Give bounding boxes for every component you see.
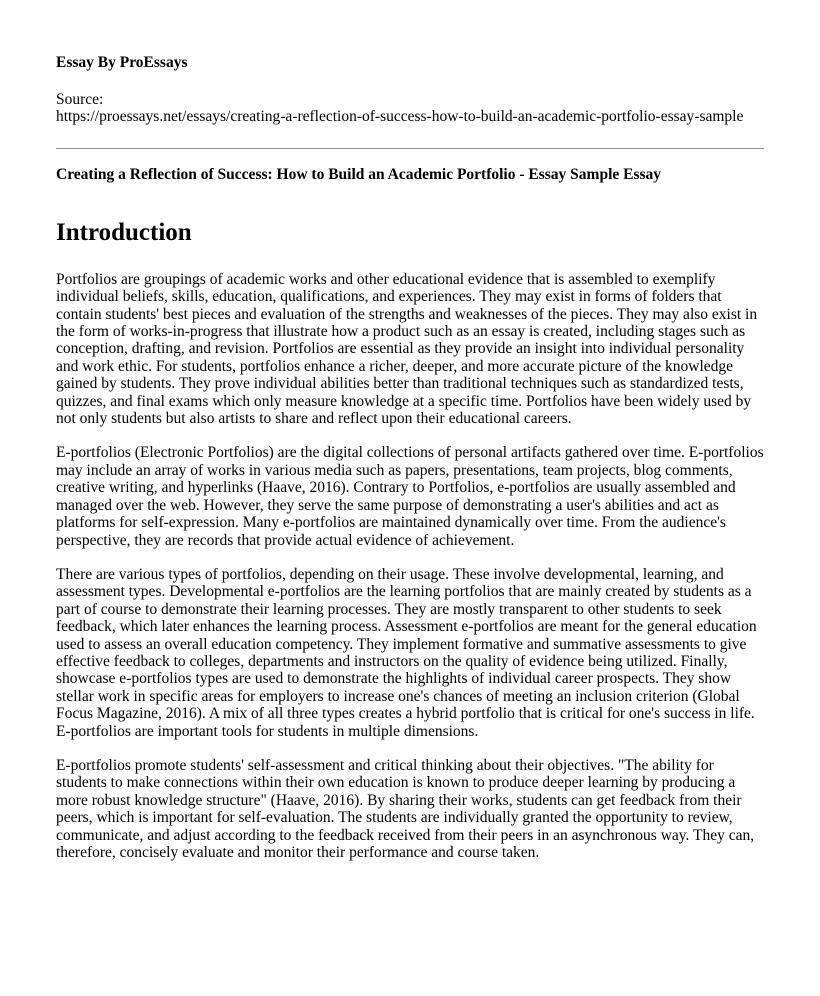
divider xyxy=(56,148,764,149)
source-label: Source: xyxy=(56,91,104,108)
paragraph-1: Portfolios are groupings of academic works and other educational evidence that is assembled to exemplify individual beliefs, skills, education, qualifications, and experiences. They may exist in forms of folders that contain students' best pieces and evaluation of the strengths and weaknesses of the pieces. They may also exist in the form of works-in-progress that illustrate how a product such as an essay is created, including stages such as conception, drafting, and revision. Portfolios are essential as they provide an insight into individual personality and work ethic. For students, portfolios enhance a richer, deeper, and more accurate picture of the knowledge gained by students. They prove individual abilities better than traditional techniques such as standardized tests, quizzes, and final exams which only measure knowledge at a specific time. Portfolios have been widely used by not only students but also artists to share and reflect upon their educational careers. xyxy=(56,270,758,428)
source-url: https://proessays.net/essays/creating-a-reflection-of-success-how-to-build-an-academic-portfolio-essay-sample xyxy=(56,108,744,126)
source-block xyxy=(56,91,764,126)
paragraph-2: E-portfolios (Electronic Portfolios) are the digital collections of personal artifacts gathered over time. E-portfolios may include an array of works in various media such as papers, presentations, team projects, blog comments, creative writing, and hyperlinks (Haave, 2016). Contrary to Portfolios, e-portfolios are usually assembled and managed over the web. However, they serve the same purpose of demonstrating a user's abilities and act as platforms for self-expression. Many e-portfolios are maintained dynamically over time. From the audience's perspective, they are records that provide actual evidence of achievement. xyxy=(56,444,764,549)
section-heading-introduction: Introduction xyxy=(56,218,192,246)
byline: Essay By ProEssays xyxy=(56,54,188,71)
essay-title: Creating a Reflection of Success: How to Build an Academic Portfolio - Essay Sample Essay xyxy=(56,165,662,183)
paragraph-4: E-portfolios promote students' self-assessment and critical thinking about their objectives. "The ability for students to make connections within their own education is known to produce deeper learning by producing a more robust knowledge structure" (Haave, 2016). By sharing their works, students can get feedback from their peers, which is important for self-evaluation. The students are individually granted the opportunity to review, communicate, and adjust according to the feedback received from their peers in an asynchronous way. They can, therefore, concisely evaluate and monitor their performance and course taken. xyxy=(56,756,755,861)
essay-body xyxy=(56,271,764,862)
paragraph-3: There are various types of portfolios, depending on their usage. These involve developmental, learning, and assessment types. Developmental e-portfolios are the learning portfolios that are mainly created by students as a part of course to demonstrate their learning processes. They are mostly transparent to other students to seek feedback, which later enhances the learning process. Assessment e-portfolios are meant for the general education used to assess an overall education competency. They implement formative and summative assessments to give effective feedback to colleges, departments and instructors on the quality of evidence being utilized. Finally, showcase e-portfolios types are used to demonstrate the highlights of individual career prospects. They show stellar work in specific areas for employers to increase one's chances of meeting an inclusion criterion (Global Focus Magazine, 2016). A mix of all three types creates a hybrid portfolio that is critical for one's success in life. E-portfolios are important tools for students in multiple dimensions. xyxy=(56,565,757,740)
